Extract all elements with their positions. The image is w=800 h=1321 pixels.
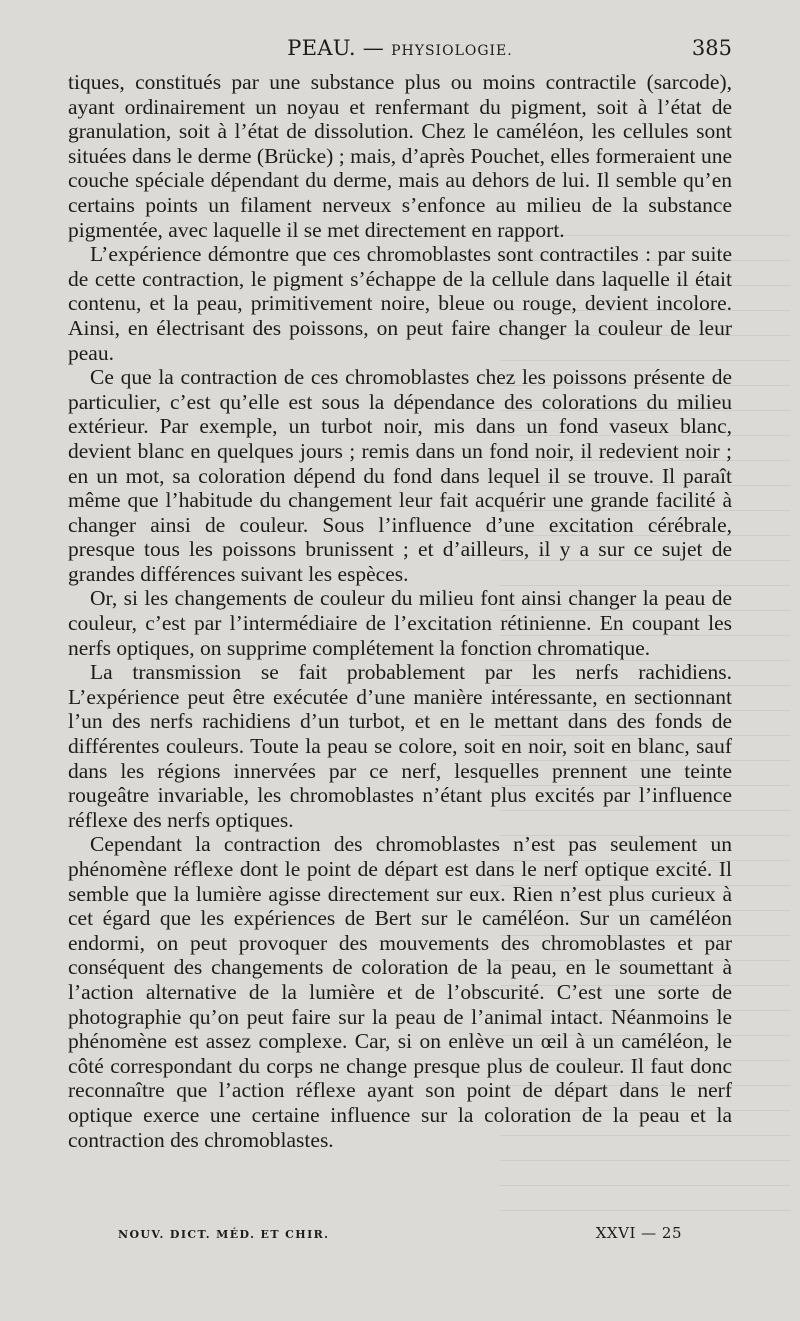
page-header: [68, 36, 732, 66]
footer-volume: XXVI — 25: [595, 1224, 682, 1242]
body-text: [68, 70, 732, 1152]
running-head-subtitle: PHYSIOLOGIE.: [391, 43, 513, 59]
page-number: 385: [691, 36, 732, 60]
footer-signature: NOUV. DICT. MÉD. ET CHIR.: [118, 1228, 330, 1241]
running-head: [68, 36, 732, 60]
paragraph: La transmission se fait probablement par les nerfs rachidiens. L’expérience peut être exécutée d’une manière intéressante, en sectionnant l’un des nerfs rachidiens d’un turbot, et en le mettant dans des fonds de différentes couleurs. Toute la peau se colore, soit en noir, soit en blanc, sauf dans les régions innervées par ce nerf, lesquelles prennent une teinte rougeâtre invariable, les chromoblastes n’étant plus excités par l’influence réflexe des nerfs optiques.: [68, 660, 732, 832]
running-head-title: PEAU. —: [287, 36, 392, 60]
paragraph: tiques, constitués par une substance plus ou moins contractile (sarcode), ayant ordinairement un noyau et renfermant du pigment, soit à l’état de granulation, soit à l’état de dissolution. Chez le caméléon, les cellules sont situées dans le derme (Brücke) ; mais, d’après Pouchet, elles formeraient une couche spéciale dépendant du derme, mais au dehors de lui. Il semble qu’en certains points un filament nerveux s’enfonce au milieu de la substance pigmentée, avec laquelle il se met directement en rapport.: [68, 70, 732, 242]
paragraph: L’expérience démontre que ces chromoblastes sont contractiles : par suite de cette contraction, le pigment s’échappe de la cellule dans laquelle il était contenu, et la peau, primitivement noire, bleue ou rouge, devient incolore. Ainsi, en électrisant des poissons, on peut faire changer la couleur de leur peau.: [68, 242, 732, 365]
paragraph: Or, si les changements de couleur du milieu font ainsi changer la peau de couleur, c’est par l’intermédiaire de l’excitation rétinienne. En coupant les nerfs optiques, on supprime complétement la fonction chromatique.: [68, 586, 732, 660]
page-footer: [118, 1224, 682, 1248]
paragraph: Cependant la contraction des chromoblastes n’est pas seulement un phénomène réflexe dont le point de départ est dans le nerf optique excité. Il semble que la lumière agisse directement sur eux. Rien n’est plus curieux à cet égard que les expériences de Bert sur le caméléon. Sur un caméléon endormi, on peut provoquer des mouvements des chromoblastes et par conséquent des changements de coloration de la peau, en le soumettant à l’action alternative de la lumière et de l’obscurité. C’est une sorte de photographie qu’on peut faire sur la peau de l’animal intact. Néanmoins le phénomène est assez complexe. Car, si on enlève un œil à un caméléon, le côté correspondant du corps ne change presque plus de couleur. Il faut donc reconnaître que l’action réflexe ayant son point de départ dans le nerf optique exerce une certaine influence sur la coloration de la peau et la contraction des chromoblastes.: [68, 832, 732, 1152]
paragraph: Ce que la contraction de ces chromoblastes chez les poissons présente de particulier, c’est qu’elle est sous la dépendance des colorations du milieu extérieur. Par exemple, un turbot noir, mis dans un fond vaseux blanc, devient blanc en quelques jours ; remis dans un fond noir, il redevient noir ; en un mot, sa coloration dépend du fond dans lequel il se trouve. Il paraît même que l’habitude du changement leur fait acquérir une grande facilité à changer ainsi de couleur. Sous l’influence d’une excitation cérébrale, presque tous les poissons brunissent ; et d’ailleurs, il y a sur ce sujet de grandes différences suivant les espèces.: [68, 365, 732, 586]
